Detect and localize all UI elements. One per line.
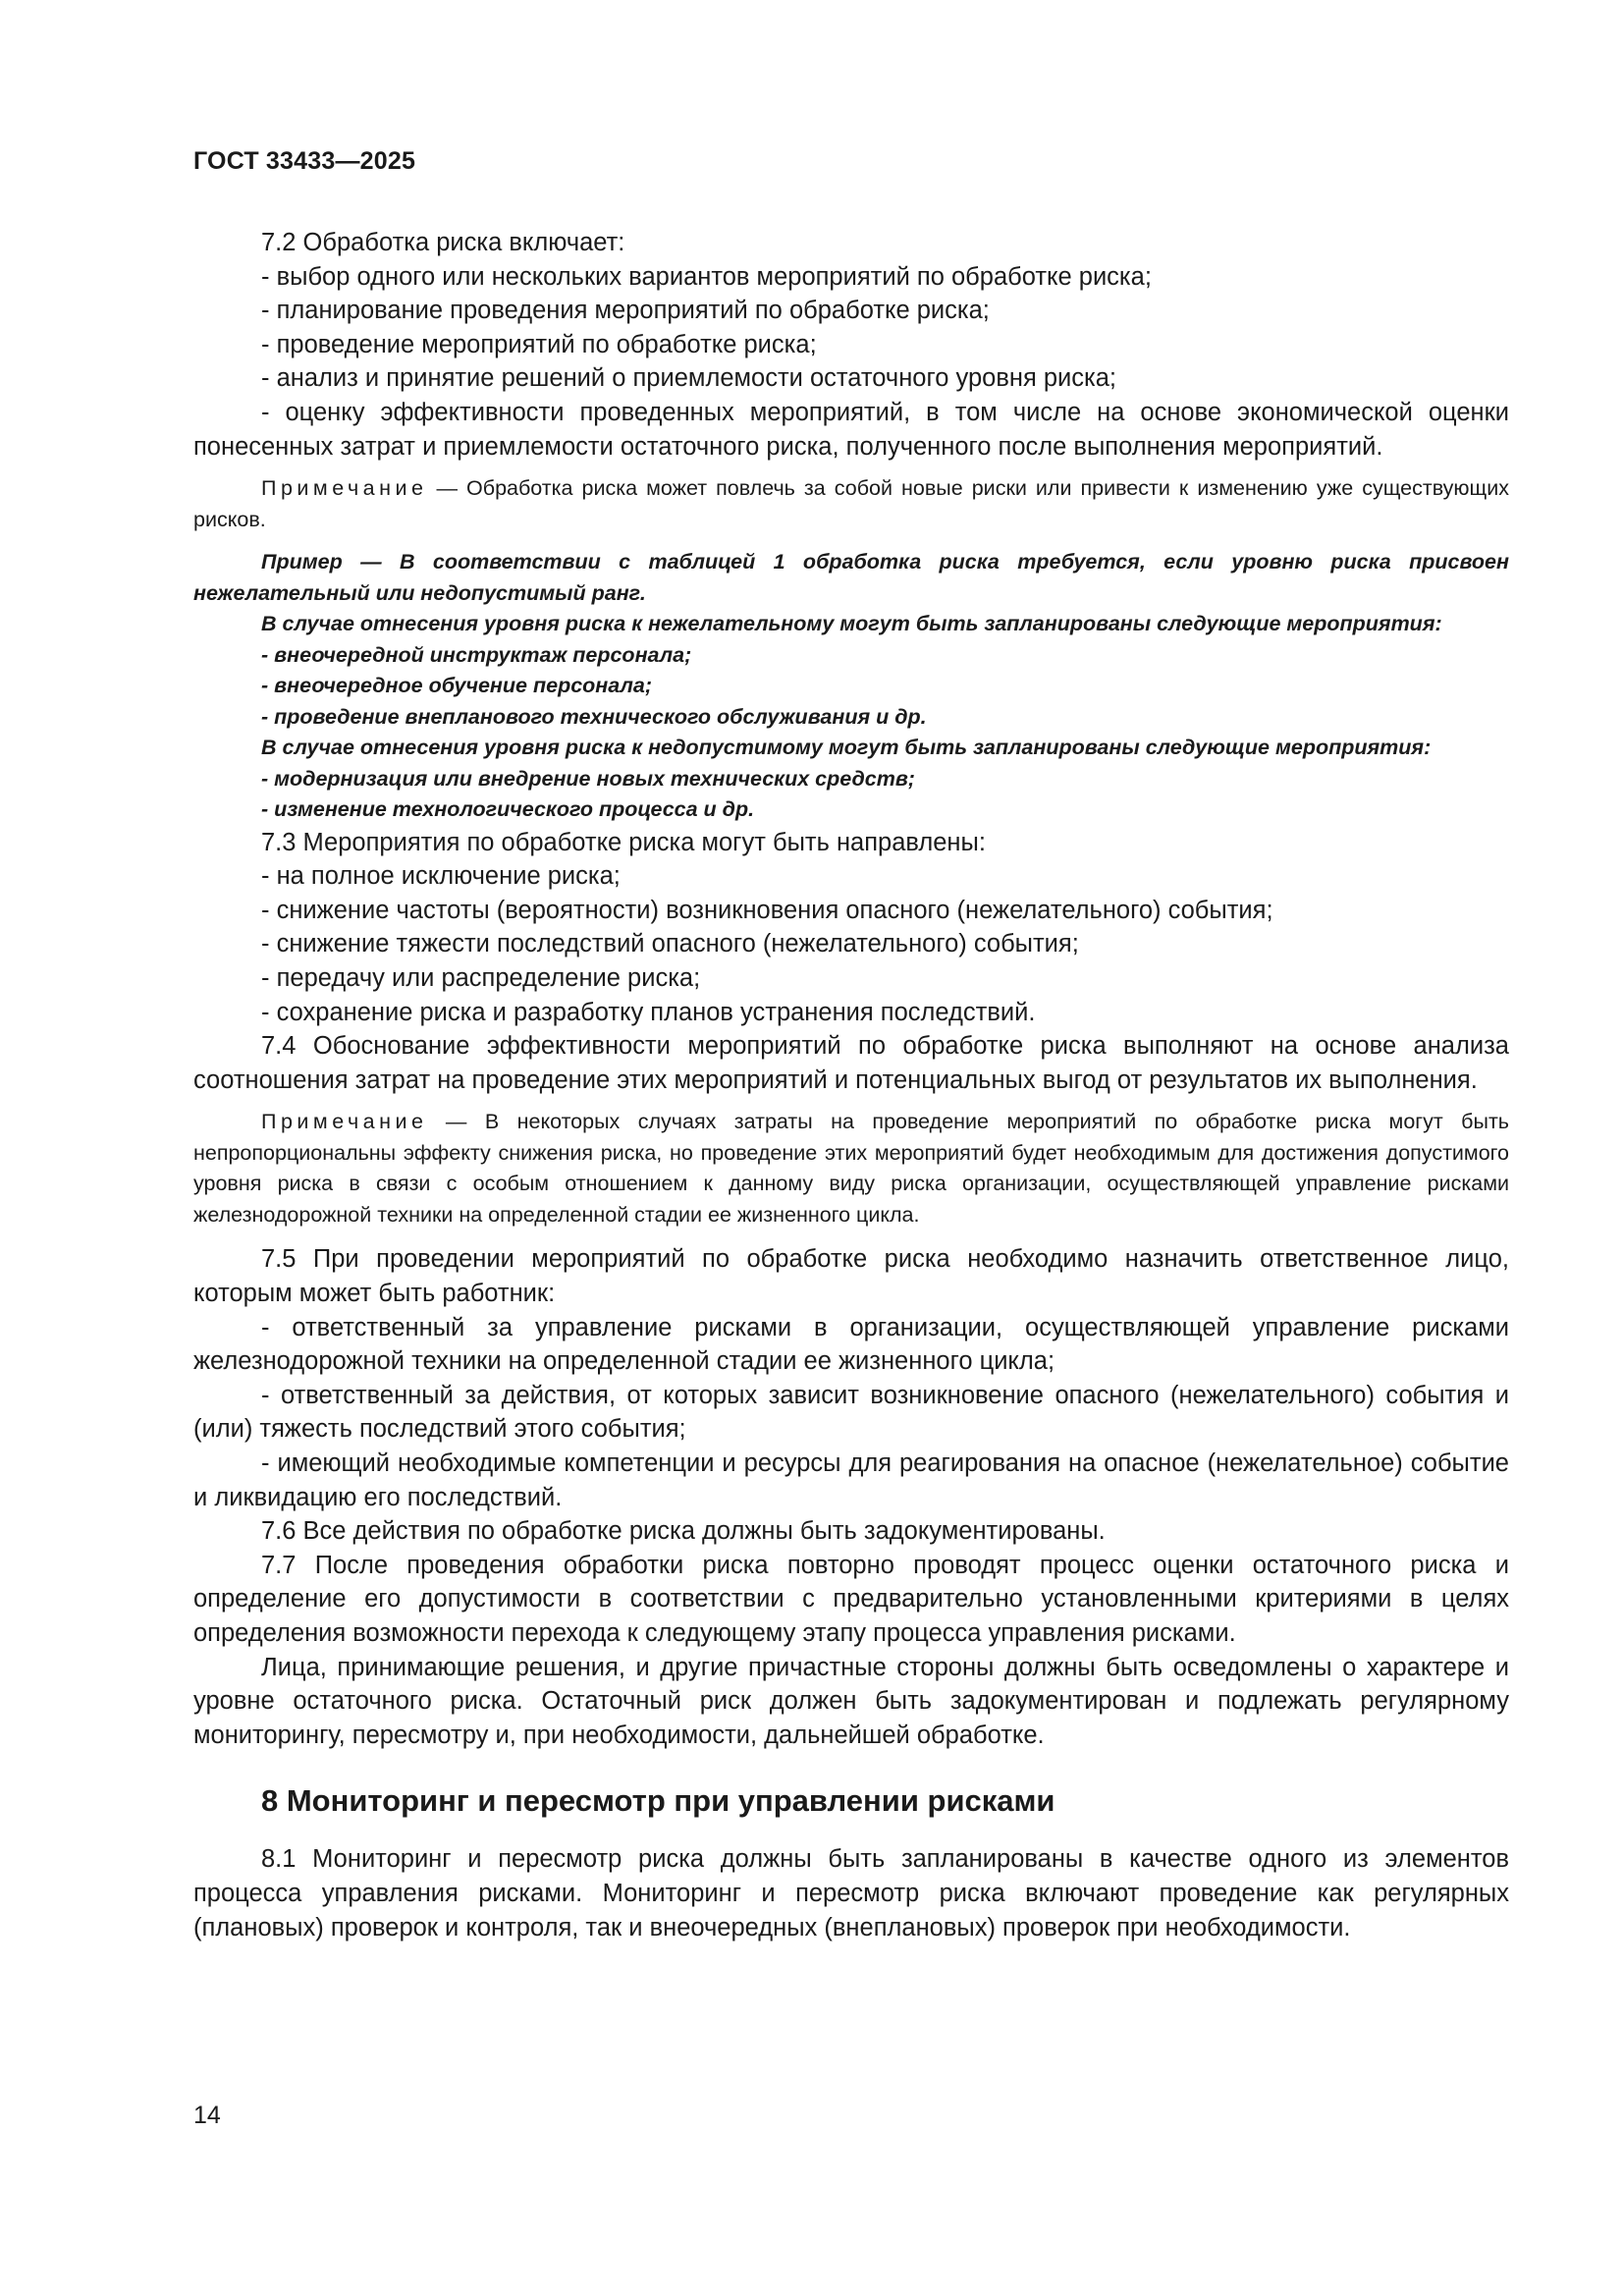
- list-item: - оценку эффективности проведенных мероприятий, в том числе на основе экономической оценки понесенных затрат и приемлемости остаточного риска, полученного после выполнения мероприятий.: [193, 398, 1509, 461]
- note-label: Примечание: [261, 476, 428, 501]
- section-8-heading: 8 Мониторинг и пересмотр при управлении рисками: [261, 1783, 1055, 1819]
- section-8-1: 8.1 Мониторинг и пересмотр риска должны быть запланированы в качестве одного из элементов процесса управления рисками. Мониторинг и пересмотр риска включают проведение как регулярных (плановых) проверок и контроля, так и внеочередных (внеплановых) проверок при необходимости.: [193, 1845, 1509, 1941]
- note-7-2: [193, 473, 1509, 535]
- list-item: - снижение частоты (вероятности) возникновения опасного (нежелательного) события;: [261, 896, 1273, 924]
- page-number: 14: [193, 2102, 221, 2129]
- example-paragraph: В случае отнесения уровня риска к недопустимому могут быть запланированы следующие мероприятия:: [261, 736, 1432, 760]
- list-item: - сохранение риска и разработку планов устранения последствий.: [261, 998, 1036, 1026]
- example-list-item: - внеочередное обучение персонала;: [261, 674, 652, 698]
- example-paragraph: Пример — В соответствии с таблицей 1 обработка риска требуется, если уровню риска присвоен нежелательный или недопустимый ранг.: [193, 550, 1509, 605]
- section-7-2-intro: 7.2 Обработка риска включает:: [261, 229, 625, 256]
- section-7-6: 7.6 Все действия по обработке риска должны быть задокументированы.: [261, 1517, 1106, 1546]
- example-paragraph: В случае отнесения уровня риска к нежелательному могут быть запланированы следующие мероприятия:: [261, 612, 1442, 636]
- section-7-7: 7.7 После проведения обработки риска повторно проводят процесс оценки остаточного риска и определение его допустимости в соответствии с предварительно установленными критериями в целях определения возможности перехода к следующему этапу процесса управления рисками.: [193, 1551, 1509, 1647]
- list-item: - анализ и принятие решений о приемлемости остаточного уровня риска;: [261, 364, 1116, 393]
- document-header: ГОСТ 33433—2025: [193, 147, 416, 175]
- list-item: - выбор одного или нескольких вариантов мероприятий по обработке риска;: [261, 262, 1152, 291]
- note-label: Примечание: [261, 1110, 428, 1134]
- note-7-4: [193, 1107, 1509, 1230]
- list-item: - ответственный за действия, от которых зависит возникновение опасного (нежелательного) события и (или) тяжесть последствий этого события;: [193, 1381, 1509, 1444]
- section-7-3-intro: 7.3 Мероприятия по обработке риска могут быть направлены:: [261, 828, 986, 856]
- section-7-7-paragraph: Лица, принимающие решения, и другие причастные стороны должны быть осведомлены о характере и уровне остаточного риска. Остаточный риск должен быть задокументирован и подлежать регулярному мониторингу, пересмотру и, при необходимости, дальнейшей обработке.: [193, 1653, 1509, 1749]
- section-7-5-intro: 7.5 При проведении мероприятий по обработке риска необходимо назначить ответственное лицо, которым может быть работник:: [193, 1245, 1509, 1307]
- note-text: — В некоторых случаях затраты на проведение мероприятий по обработке риска могут быть непропорциональны эффекту снижения риска, но проведение этих мероприятий будет необходимым для достижения допустимого уровня риска в связи с особым отношением к данному виду риска организации, осуществляющей управление рисками железнодорожной техники на определенной стадии ее жизненного цикла.: [193, 1110, 1509, 1227]
- list-item: - планирование проведения мероприятий по обработке риска;: [261, 297, 990, 325]
- example-list-item: - изменение технологического процесса и др.: [261, 797, 755, 822]
- list-item: - снижение тяжести последствий опасного (нежелательного) события;: [261, 930, 1079, 958]
- example-list-item: - модернизация или внедрение новых технических средств;: [261, 766, 915, 791]
- list-item: - передачу или распределение риска;: [261, 964, 701, 993]
- section-7-4: 7.4 Обоснование эффективности мероприятий по обработке риска выполняют на основе анализа соотношения затрат на проведение этих мероприятий и потенциальных выгод от результатов их выполнения.: [193, 1032, 1509, 1094]
- example-list-item: - проведение внепланового технического обслуживания и др.: [261, 704, 927, 729]
- list-item: - на полное исключение риска;: [261, 862, 621, 891]
- document-body: [193, 226, 1509, 1944]
- note-text: — Обработка риска может повлечь за собой новые риски или привести к изменению уже существующих рисков.: [193, 476, 1509, 531]
- list-item: - проведение мероприятий по обработке риска;: [261, 330, 817, 358]
- example-list-item: - внеочередной инструктаж персонала;: [261, 642, 692, 667]
- list-item: - имеющий необходимые компетенции и ресурсы для реагирования на опасное (нежелательное) событие и ликвидацию его последствий.: [193, 1449, 1509, 1511]
- list-item: - ответственный за управление рисками в организации, осуществляющей управление рисками железнодорожной техники на определенной стадии ее жизненного цикла;: [193, 1313, 1509, 1376]
